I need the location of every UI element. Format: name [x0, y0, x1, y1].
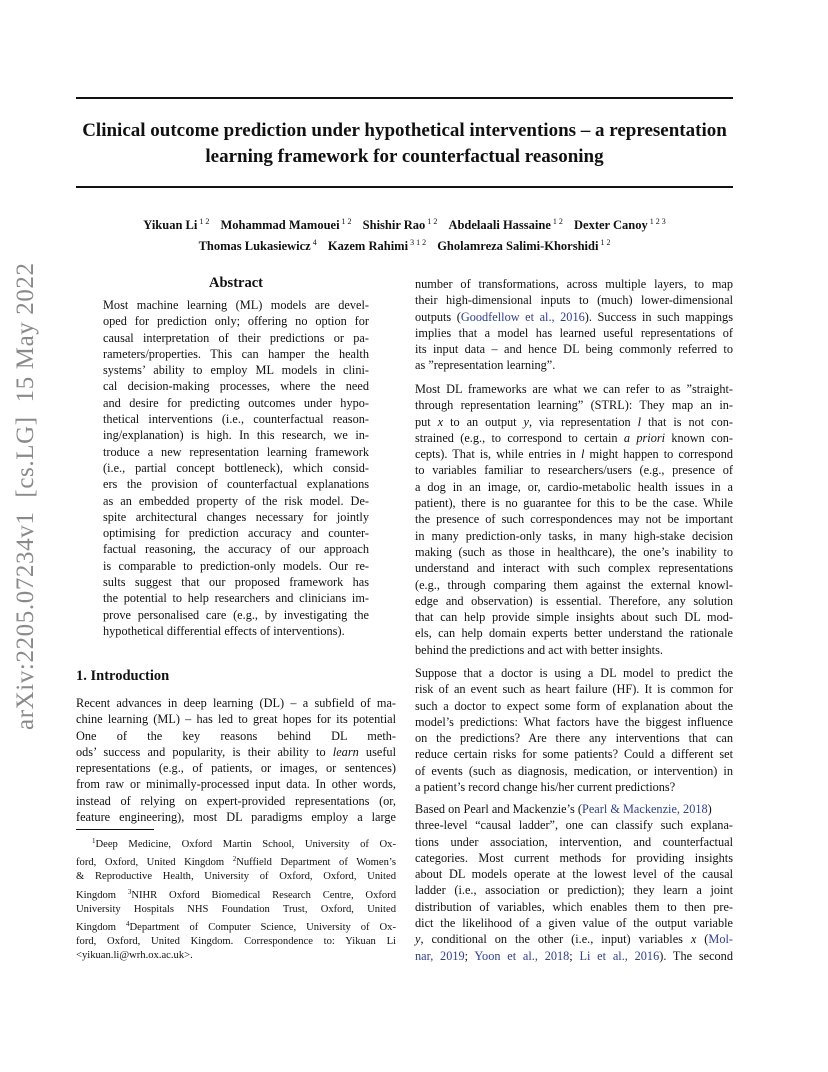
abstract-line: hypothetical differential effects of interventions).	[103, 623, 345, 638]
section-heading-introduction: 1. Introduction	[76, 668, 170, 684]
citation-link[interactable]: Goodfellow et al., 2016	[460, 309, 585, 324]
citation-link[interactable]: Li et al., 2016	[579, 948, 660, 963]
intro-line: One of the key reasons behind DL meth-	[76, 728, 396, 743]
author: Mohammad Mamouei $^{1 2}$	[220, 217, 352, 232]
abstract-line: the potential to help researchers and clinicians im-	[103, 591, 369, 606]
abstract-line: and desire for predicting outcomes under hypo-	[103, 395, 369, 410]
arxiv-sidebar-stamp	[6, 190, 46, 730]
footnote-line: Kingdom $^4$Department of Computer Science, University of Ox-	[76, 920, 397, 934]
footnote-line: Kingdom $^3$NIHR Oxford Biomedical Research Centre, Oxford	[76, 887, 397, 901]
footnote-line: & Reproductive Health, University of Oxford, Oxford, United	[76, 871, 396, 883]
abstract-line: prove personalised care (e.g., by investigating the	[103, 607, 369, 622]
footnote-line: ford, Oxford, United Kingdom. Correspondence to: Yikuan Li	[76, 936, 396, 948]
affiliation-footnote	[76, 834, 396, 964]
abstract-line: as an embedded property of the risk model. De-	[103, 493, 369, 508]
abstract-line: causal interpretation of their predictions or pa-	[103, 330, 369, 345]
author: Dexter Canoy $^{1 2 3}$	[574, 217, 666, 232]
arxiv-category: [cs.LG]	[12, 416, 39, 498]
intro-line: instead of relying on expert-provided representations (or,	[76, 793, 396, 808]
intro-line: from raw or minimally-processed input data. In other words,	[76, 777, 396, 792]
title-bottom-rule	[76, 186, 733, 188]
author: Abdelaali Hassaine $^{1 2}$	[448, 217, 563, 232]
abstract-line: (i.e., partial concept bottleneck), which consid-	[103, 460, 369, 475]
abstract-body	[103, 297, 369, 639]
abstract-heading: Abstract	[209, 275, 263, 291]
abstract-line: is comparable to prediction-only models. Our re-	[103, 558, 369, 573]
footnote-line: University Hospitals NHS Foundation Trust, Oxford, United	[76, 903, 396, 915]
abstract-line: spite architectural changes necessary for jointly	[103, 509, 369, 524]
footnote-line: ford, Oxford, United Kingdom $^2$Nuffield Department of Women’s	[76, 855, 396, 869]
author: Kazem Rahimi $^{3 1 2}$	[327, 238, 427, 253]
abstract-line: ing/explanation) is high. In this research, we in-	[103, 428, 369, 443]
abstract-line: cal decision-making processes, where the need	[103, 379, 369, 394]
intro-line: chine learning (ML) – has led to great hopes for its potential	[76, 712, 396, 727]
abstract-line: Most machine learning (ML) models are devel-	[103, 298, 369, 312]
paragraph-representation-learning: number of transformations, across multiple layers, to map their high-dimensional inputs to (much) lower-dimensional outputs (Goodfellow et al., 2016). Success in such mappings implies that a model has learned useful representations of its input data – and hence DL being commonly referred to as ”representation learning”.	[415, 277, 733, 373]
author-line-1	[76, 213, 733, 234]
paragraph-strl: Most DL frameworks are what we can refer to as ”straight- through representation learning” (STRL): They map an in- put x to an output y, via representation l that is not con- strained (e.g., to correspond to certain a priori known con- cepts). That is, while entries in l might happen to correspond to variables familiar to researchers/users (e.g., presence of a dog in an image, or, cardio-metabolic health issues in a patient), there is no guarantee for this to be the case. While the presence of such correspondences may not be important in many prediction-only tasks, in many high-stake decision making (such as those in healthcare), the one’s inability to understand and interact with such complex representations (e.g., through comparing them against the external knowl- edge and observation) is essential. Therefore, any solution that can help provide simple insights about such DL mod- els, can help domain experts better understand the rationale behind the predictions and act with better insights.	[415, 382, 733, 657]
citation-link[interactable]: Mol-	[708, 932, 733, 947]
footnote-email: <yikuan.li@wrh.ox.ac.uk>.	[76, 950, 193, 962]
citation-link[interactable]: nar, 2019	[415, 948, 465, 963]
author: Thomas Lukasiewicz $^4$	[198, 238, 317, 253]
author: Gholamreza Salimi-Khorshidi $^{1 2}$	[437, 238, 611, 253]
intro-line: Recent advances in deep learning (DL) – a subfield of ma-	[76, 696, 396, 710]
arxiv-id: arXiv:2205.07234v1	[12, 511, 39, 730]
abstract-line: thetical interventions (i.e., counterfactual reason-	[103, 412, 369, 427]
title-line-2: learning framework for counterfactual reasoning	[205, 146, 604, 167]
introduction-body	[76, 695, 396, 825]
abstract-line: systems’ ability to employ ML models in clini-	[103, 363, 369, 378]
intro-line: feature engineering), most DL paradigms employ a large	[76, 810, 396, 825]
footnote-line: $^1$Deep Medicine, Oxford Martin School, University of Ox-	[92, 837, 396, 850]
author-list	[76, 213, 733, 255]
title-line-1: Clinical outcome prediction under hypothetical interventions – a representation	[82, 120, 727, 141]
abstract-line: optimising for prediction accuracy and counter-	[103, 526, 369, 541]
abstract-line: oped for prediction only; offering no option for	[103, 314, 369, 329]
title-top-rule	[76, 97, 733, 99]
arxiv-date: 15 May 2022	[12, 262, 39, 403]
abstract-line: troduce a new representation learning framework	[103, 444, 369, 459]
abstract-line: factual reasoning, the accuracy of our approach	[103, 542, 369, 557]
author: Yikuan Li $^{1 2}$	[143, 217, 210, 232]
paper-title	[76, 118, 733, 170]
author: Shishir Rao $^{1 2}$	[362, 217, 438, 232]
intro-line: representations (e.g., of patients, or images, or sentences)	[76, 761, 396, 776]
paragraph-doctor-example: Suppose that a doctor is using a DL model to predict the risk of an event such as heart failure (HF). It is common for such a doctor to expect some form of explanation about the model’s predictions: What factors have the biggest influence on the predictions? Are there any interventions that can reduce certain risks for some patients? Could a different set of events (such as diagnosis, medication, or intervention) in a patient’s record change his/her current predictions?	[415, 666, 733, 795]
abstract-line: sults suggest that our proposed framework has	[103, 575, 369, 590]
citation-link[interactable]: Pearl & Mackenzie, 2018	[581, 802, 708, 816]
footnote-rule	[76, 829, 154, 830]
paragraph-causal-ladder: Based on Pearl and Mackenzie’s (Pearl & Mackenzie, 2018) three-level “causal ladder”, one can classify such explana- tions under association, intervention, and counterfactual categories. Most current methods for providing insights about DL models operate at the lowest level of the causal ladder (i.e., association or prediction); they learn a joint distribution of variables, which enables them to then pre- dict the likelihood of a given value of the output variable y, conditional on the other (i.e., input) variables x (Mol- nar, 2019; Yoon et al., 2018; Li et al., 2016). The second	[415, 802, 733, 963]
citation-link[interactable]: Yoon et al., 2018	[474, 948, 570, 963]
intro-line: ods’ success and popularity, is their ability to learn useful	[76, 744, 396, 759]
author-line-2	[76, 234, 733, 255]
abstract-line: rameters/properties. This can hamper the health	[103, 346, 369, 361]
abstract-line: ers the provision of counterfactual explanations	[103, 477, 369, 492]
